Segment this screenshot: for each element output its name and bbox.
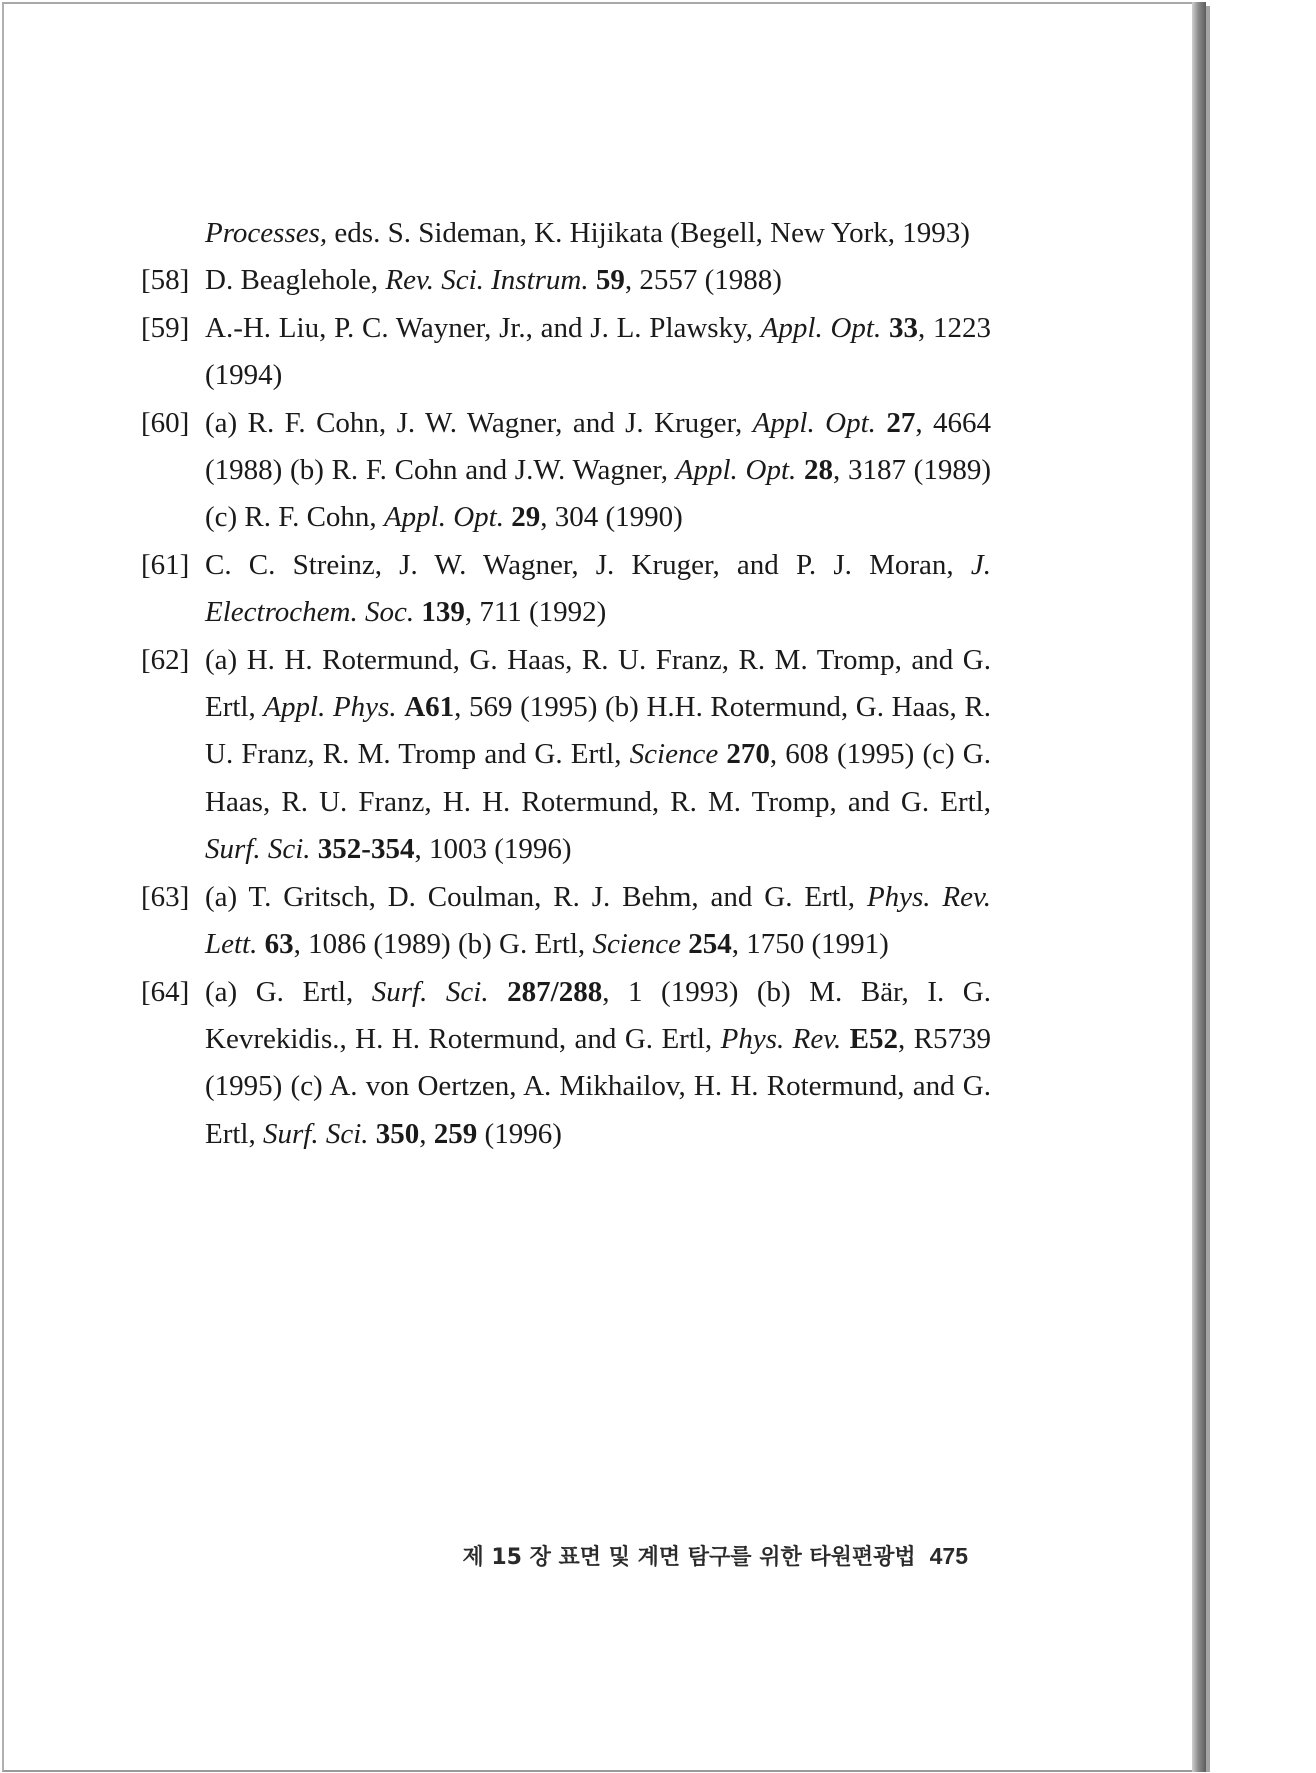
reference-61: [61] C. C. Streinz, J. W. Wagner, J. Kruger, and P. J. Moran, J. Electrochem. Soc. 139, 711 (1992) (141, 542, 991, 637)
reference-59: [59] A.-H. Liu, P. C. Wayner, Jr., and J. L. Plawsky, Appl. Opt. 33, 1223 (1994) (141, 305, 991, 400)
page-number: 475 (929, 1543, 968, 1569)
chapter-title: 제 15 장 표면 및 계면 탐구를 위한 타원편광법 (462, 1545, 916, 1570)
page-edge-border (1206, 6, 1210, 1772)
reference-number: [62] (141, 643, 190, 676)
reference-number: [58] (141, 264, 190, 297)
reference-number: [59] (141, 311, 190, 344)
reference-60: [60] (a) R. F. Cohn, J. W. Wagner, and J. Kruger, Appl. Opt. 27, 4664 (1988) (b) R. F. Cohn and J.W. Wagner, Appl. Opt. 28, 3187 (1989) (c) R. F. Cohn, Appl. Opt. 29, 304 (1990) (141, 400, 991, 542)
reference-number: [60] (141, 406, 190, 439)
reference-64: [64] (a) G. Ertl, Surf. Sci. 287/288, 1 (1993) (b) M. Bär, I. G. Kevrekidis., H. H. Rotermund, and G. Ertl, Phys. Rev. E52, R5739 (1995) (c) A. von Oertzen, A. Mikhailov, H. H. Rotermund, and G. Ertl, Surf. Sci. 350, 259 (1996) (141, 969, 991, 1159)
running-footer (440, 1540, 968, 1571)
reference-62: [62] (a) H. H. Rotermund, G. Haas, R. U. Franz, R. M. Tromp, and G. Ertl, Appl. Phys. A61, 569 (1995) (b) H.H. Rotermund, G. Haas, R. U. Franz, R. M. Tromp and G. Ertl, Science 270, 608 (1995) (c) G. Haas, R. U. Franz, H. H. Rotermund, R. M. Tromp, and G. Ertl, Surf. Sci. 352-354, 1003 (1996) (141, 637, 991, 874)
reference-63: [63] (a) T. Gritsch, D. Coulman, R. J. Behm, and G. Ertl, Phys. Rev. Lett. 63, 1086 (1989) (b) G. Ertl, Science 254, 1750 (1991) (141, 874, 991, 969)
reference-list (141, 210, 991, 1158)
reference-continuation: Processes, eds. S. Sideman, K. Hijikata (Begell, New York, 1993) (205, 217, 970, 249)
reference-number: [64] (141, 975, 190, 1008)
page-edge-shadow (1192, 2, 1206, 1772)
reference-number: [63] (141, 880, 190, 913)
reference-58: [58] D. Beaglehole, Rev. Sci. Instrum. 59, 2557 (1988) (141, 257, 991, 304)
reference-number: [61] (141, 548, 190, 581)
